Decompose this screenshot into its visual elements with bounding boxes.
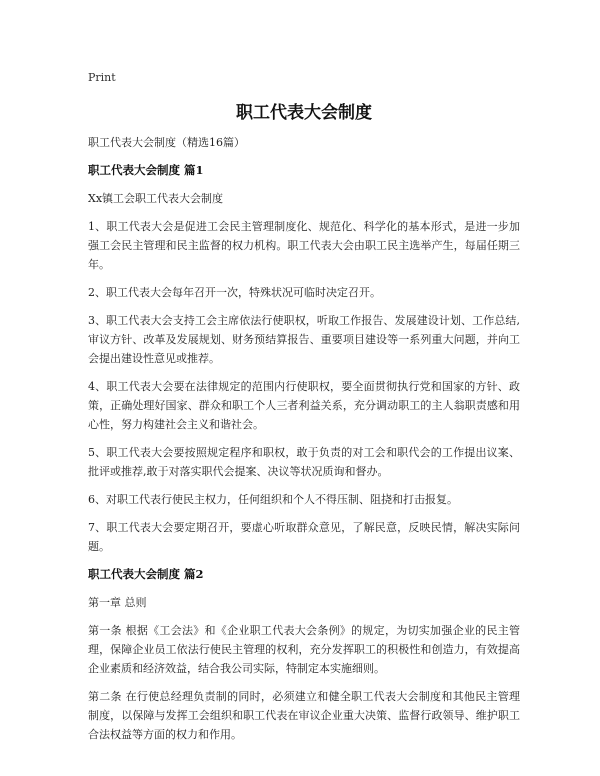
section1-paragraph: Xx镇工会职工代表大会制度 (88, 192, 224, 205)
section1-paragraph: 3、职工代表大会支持工会主席依法行使职权，听取工作报告、发展建设计划、工作总结,审议方针、改革及发展规划、财务预结算报告、重要项目建设等一系列重大问题，并向工会提出建设性意见或推荐。 (88, 314, 520, 365)
section-heading-1: 职工代表大会制度 篇1 (88, 163, 204, 177)
section2-paragraph: 第二条 在行使总经理负责制的同时，必须建立和健全职工代表大会制度和其他民主管理制度，以保障与发挥工会组织和职工代表在审议企业重大决策、监督行政领导、维护职工合法权益等方面的权力和作用。 (88, 690, 520, 741)
print-link[interactable]: Print (88, 71, 116, 84)
section1-paragraph: 6、对职工代表行使民主权力，任何组织和个人不得压制、阻挠和打击报复。 (88, 493, 458, 506)
section-heading-2: 职工代表大会制度 篇2 (88, 567, 204, 581)
section2-paragraph: 第一条 根据《工会法》和《企业职工代表大会条例》的规定，为切实加强企业的民主管理，保障企业员工依法行使民主管理的权利，充分发挥职工的积极性和创造力，有效提高企业素质和经济效益，结合我公司实际，特制定本实施细则。 (88, 624, 520, 675)
section1-paragraph: 1、职工代表大会是促进工会民主管理制度化、规范化、科学化的基本形式，是进一步加强工会民主管理和民主监督的权力机构。职工代表大会由职工民主选举产生，每届任期三年。 (88, 220, 520, 271)
section1-paragraph: 4、职工代表大会要在法律规定的范围内行使职权，要全面贯彻执行党和国家的方针、政策，正确处理好国家、群众和职工个人三者利益关系，充分调动职工的主人翁职责感和用心性，努力构建社会主义和谐社会。 (88, 380, 520, 431)
section2-paragraph: 第一章 总则 (88, 596, 147, 609)
section1-paragraph: 5、职工代表大会要按照规定程序和职权，敢于负责的对工会和职代会的工作提出议案、批评或推荐,敢于对落实职代会提案、决议等状况质询和督办。 (88, 446, 520, 478)
section1-paragraph: 2、职工代表大会每年召开一次，特殊状况可临时决定召开。 (88, 286, 381, 299)
page-title: 职工代表大会制度 (236, 103, 372, 123)
document-body (88, 133, 520, 753)
section1-paragraph: 7、职工代表大会要定期召开，要虚心听取群众意见，了解民意，反映民情，解决实际问题。 (88, 521, 520, 553)
document-subtitle: 职工代表大会制度（精选16篇） (88, 136, 245, 149)
